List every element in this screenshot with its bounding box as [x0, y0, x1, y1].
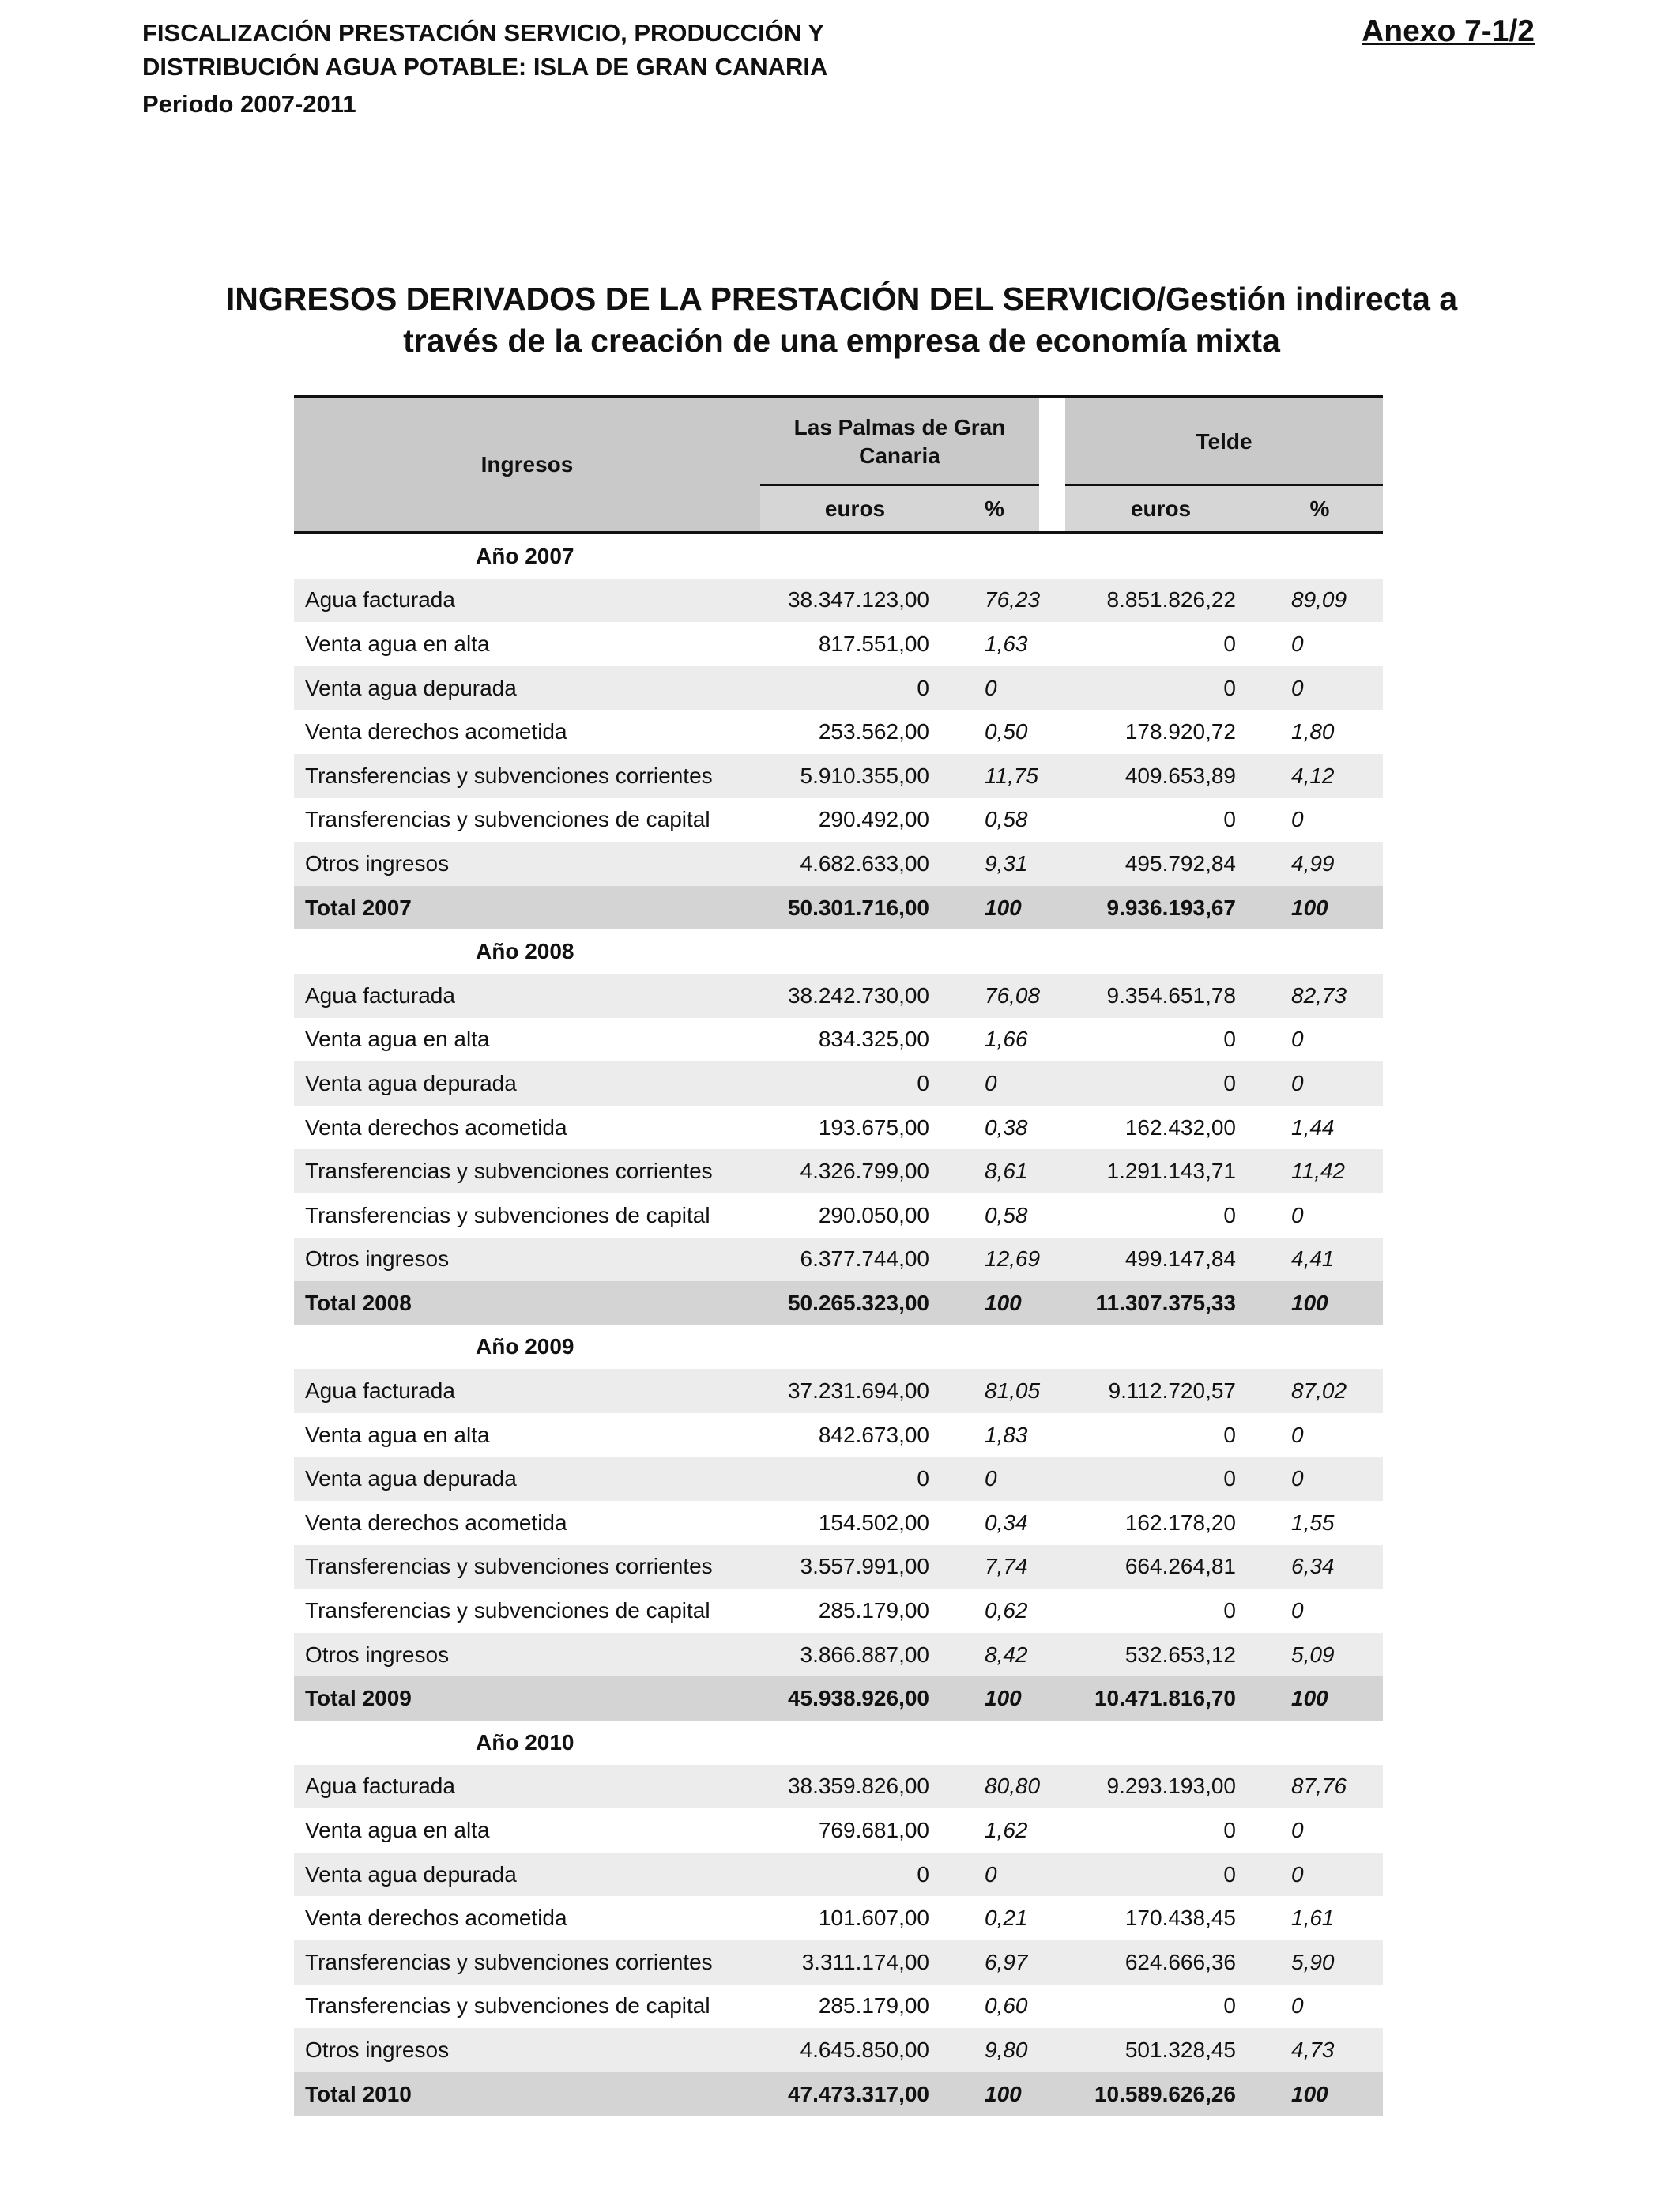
- row-label: Venta derechos acometida: [305, 719, 567, 745]
- report-period: Periodo 2007-2011: [142, 90, 356, 118]
- lp-pct-cell: 9,31: [950, 842, 1039, 886]
- lp-pct-cell: 0,60: [985, 1993, 1028, 2019]
- lp-pct-cell: 9,80: [950, 2028, 1039, 2072]
- lp-euros-cell: 154.502,00: [818, 1510, 929, 1535]
- telde-pct-cell: 1,44: [1291, 1114, 1335, 1140]
- total-row: [294, 2072, 1383, 2117]
- telde-euros-cell: 0: [1223, 1818, 1236, 1843]
- year-label: Año 2009: [476, 1334, 574, 1359]
- year-row: [294, 533, 1383, 579]
- telde-euros-cell: 0: [1065, 1457, 1256, 1501]
- page-title: [111, 278, 1573, 362]
- telde-euros-cell: 0: [1065, 1853, 1256, 1897]
- telde-euros-cell: 11.307.375,33: [1065, 1281, 1256, 1325]
- lp-euros-cell: 3.866.887,00: [760, 1633, 950, 1677]
- table-row: [294, 754, 1383, 798]
- telde-euros-cell: 9.936.193,67: [1065, 886, 1256, 930]
- header-las-palmas: Las Palmas de Gran Canaria: [760, 397, 1039, 485]
- lp-euros-cell: 3.311.174,00: [760, 1940, 950, 1985]
- row-label: Otros ingresos: [294, 842, 760, 886]
- lp-pct-cell: 1,63: [985, 631, 1028, 656]
- total-row: [294, 886, 1383, 930]
- row-label: Venta agua depurada: [294, 1853, 760, 1897]
- telde-pct-cell: 4,41: [1256, 1238, 1383, 1282]
- lp-euros-cell: 38.347.123,00: [760, 579, 950, 623]
- gap-cell: [1039, 1018, 1065, 1062]
- telde-euros-cell: 8.851.826,22: [1065, 579, 1256, 623]
- table-row: [294, 1896, 1383, 1940]
- total-row: [294, 1281, 1383, 1325]
- gap-cell: [1039, 1676, 1065, 1721]
- lp-pct-cell: 1,66: [985, 1027, 1028, 1052]
- gap-cell: [1039, 1106, 1065, 1150]
- row-label: Venta agua en alta: [305, 1818, 490, 1843]
- telde-euros-cell: 0: [1223, 807, 1236, 832]
- lp-pct-cell: 0: [950, 1457, 1039, 1501]
- row-label: Venta derechos acometida: [305, 1906, 567, 1931]
- lp-euros-cell: 38.359.826,00: [760, 1765, 950, 1809]
- lp-euros-cell: 817.551,00: [818, 631, 929, 656]
- lp-pct-cell: 0: [950, 1853, 1039, 1897]
- telde-euros-cell: 532.653,12: [1065, 1633, 1256, 1677]
- table-row: [294, 842, 1383, 886]
- row-label: Venta agua en alta: [305, 1027, 490, 1052]
- lp-euros-cell: 769.681,00: [818, 1818, 929, 1843]
- telde-euros-cell: 162.178,20: [1124, 1510, 1236, 1535]
- income-table: [294, 395, 1383, 2116]
- lp-pct-cell: 80,80: [950, 1765, 1039, 1809]
- gap-cell: [1039, 1589, 1065, 1633]
- lp-euros-cell: 0: [760, 666, 950, 711]
- gap-cell: [1039, 1149, 1065, 1193]
- total-row: [294, 1676, 1383, 1721]
- table-row: [294, 1808, 1383, 1853]
- row-label: Venta agua depurada: [294, 666, 760, 711]
- lp-euros-cell: 285.179,00: [818, 1598, 929, 1623]
- lp-euros-cell: 4.645.850,00: [760, 2028, 950, 2072]
- report-header-line2: DISTRIBUCIÓN AGUA POTABLE: ISLA DE GRAN CANARIA: [142, 53, 828, 81]
- telde-euros-cell: 0: [1223, 1422, 1236, 1447]
- telde-euros-cell: 162.432,00: [1124, 1114, 1236, 1140]
- lp-euros-cell: 5.910.355,00: [760, 754, 950, 798]
- lp-pct-cell: 0,34: [985, 1510, 1028, 1535]
- telde-euros-cell: 624.666,36: [1065, 1940, 1256, 1985]
- lp-pct-cell: 6,97: [950, 1940, 1039, 1985]
- lp-euros-cell: 0: [760, 1457, 950, 1501]
- telde-euros-cell: 0: [1223, 1202, 1236, 1227]
- telde-euros-cell: 495.792,84: [1065, 842, 1256, 886]
- lp-pct-cell: 1,62: [985, 1818, 1028, 1843]
- table-row: [294, 1940, 1383, 1985]
- table-row: [294, 1238, 1383, 1282]
- header-ingresos: Ingresos: [294, 397, 760, 533]
- telde-euros-cell: 409.653,89: [1065, 754, 1256, 798]
- year-row: [294, 929, 1383, 974]
- telde-pct-cell: 0: [1256, 1061, 1383, 1106]
- lp-pct-cell: 8,61: [950, 1149, 1039, 1193]
- row-label: Venta agua en alta: [305, 1422, 490, 1447]
- row-label: Total 2009: [294, 1676, 760, 1721]
- telde-euros-cell: 9.112.720,57: [1065, 1369, 1256, 1413]
- gap-cell: [1039, 798, 1065, 843]
- row-label: Venta derechos acometida: [305, 1114, 567, 1140]
- telde-euros-cell: 1.291.143,71: [1065, 1149, 1256, 1193]
- table-row: [294, 1853, 1383, 1897]
- telde-euros-cell: 178.920,72: [1124, 719, 1236, 745]
- telde-euros-cell: 10.589.626,26: [1065, 2072, 1256, 2117]
- lp-euros-cell: 290.050,00: [818, 1202, 929, 1227]
- telde-euros-cell: 170.438,45: [1124, 1906, 1236, 1931]
- lp-pct-cell: 0,38: [985, 1114, 1028, 1140]
- header-telde-pct: %: [1256, 485, 1383, 533]
- telde-pct-cell: 4,99: [1256, 842, 1383, 886]
- header-telde: Telde: [1065, 397, 1383, 485]
- lp-pct-cell: 1,83: [985, 1422, 1028, 1447]
- gap-cell: [1039, 1940, 1065, 1985]
- telde-pct-cell: 100: [1256, 1281, 1383, 1325]
- gap-cell: [1039, 2028, 1065, 2072]
- gap-cell: [1039, 1457, 1065, 1501]
- report-header-line1: FISCALIZACIÓN PRESTACIÓN SERVICIO, PRODUCCIÓN Y: [142, 19, 824, 47]
- lp-euros-cell: 290.492,00: [818, 807, 929, 832]
- gap-cell: [1039, 886, 1065, 930]
- gap-cell: [1039, 1369, 1065, 1413]
- lp-pct-cell: 100: [950, 886, 1039, 930]
- lp-euros-cell: 47.473.317,00: [760, 2072, 950, 2117]
- table-row: [294, 1501, 1383, 1545]
- telde-euros-cell: 9.293.193,00: [1065, 1765, 1256, 1809]
- row-label: Transferencias y subvenciones de capital: [305, 1993, 710, 2019]
- table-row: [294, 974, 1383, 1018]
- gap-cell: [1039, 1238, 1065, 1282]
- telde-pct-cell: 1,61: [1291, 1906, 1335, 1931]
- telde-euros-cell: 0: [1223, 631, 1236, 656]
- lp-pct-cell: 11,75: [950, 754, 1039, 798]
- row-label: Transferencias y subvenciones de capital: [305, 1598, 710, 1623]
- table-body: [294, 533, 1383, 2116]
- lp-euros-cell: 834.325,00: [818, 1027, 929, 1052]
- gap-cell: [1039, 1413, 1065, 1457]
- page-title-line1: INGRESOS DERIVADOS DE LA PRESTACIÓN DEL SERVICIO/Gestión indirecta a: [225, 281, 1458, 317]
- telde-pct-cell: 0: [1291, 1202, 1304, 1227]
- lp-pct-cell: 0,58: [985, 1202, 1028, 1227]
- telde-euros-cell: 9.354.651,78: [1065, 974, 1256, 1018]
- lp-pct-cell: 0,21: [985, 1906, 1028, 1931]
- row-label: Transferencias y subvenciones corrientes: [294, 1149, 760, 1193]
- lp-pct-cell: 12,69: [950, 1238, 1039, 1282]
- table-row: [294, 1149, 1383, 1193]
- row-label: Otros ingresos: [294, 1238, 760, 1282]
- table-row: [294, 1633, 1383, 1677]
- gap-cell: [1039, 710, 1065, 754]
- lp-euros-cell: 0: [760, 1061, 950, 1106]
- year-row: [294, 1721, 1383, 1765]
- table-row: [294, 622, 1383, 666]
- gap-cell: [1039, 1853, 1065, 1897]
- header-gap: [1039, 397, 1065, 533]
- telde-euros-cell: 0: [1223, 1598, 1236, 1623]
- lp-pct-cell: 76,08: [950, 974, 1039, 1018]
- telde-pct-cell: 1,55: [1291, 1510, 1335, 1535]
- gap-cell: [1039, 1545, 1065, 1589]
- lp-pct-cell: 76,23: [950, 579, 1039, 623]
- telde-pct-cell: 87,02: [1256, 1369, 1383, 1413]
- table-row: [294, 1106, 1383, 1150]
- report-header: [142, 16, 827, 121]
- table-header: [294, 397, 1383, 533]
- lp-pct-cell: 100: [950, 1281, 1039, 1325]
- lp-pct-cell: 0: [950, 666, 1039, 711]
- gap-cell: [1039, 2072, 1065, 2117]
- gap-cell: [1039, 842, 1065, 886]
- table-row: [294, 710, 1383, 754]
- telde-euros-cell: 10.471.816,70: [1065, 1676, 1256, 1721]
- table-row: [294, 1061, 1383, 1106]
- lp-euros-cell: 38.242.730,00: [760, 974, 950, 1018]
- table-row: [294, 1985, 1383, 2029]
- row-label: Transferencias y subvenciones de capital: [305, 807, 710, 832]
- table-row: [294, 1457, 1383, 1501]
- lp-euros-cell: 6.377.744,00: [760, 1238, 950, 1282]
- gap-cell: [1039, 1281, 1065, 1325]
- row-label: Total 2007: [294, 886, 760, 930]
- lp-pct-cell: 8,42: [950, 1633, 1039, 1677]
- telde-pct-cell: 0: [1291, 1598, 1304, 1623]
- annex-label: Anexo 7-1/2: [1362, 14, 1535, 48]
- table-row: [294, 1765, 1383, 1809]
- table-row: [294, 666, 1383, 711]
- table-row: [294, 1589, 1383, 1633]
- telde-pct-cell: 5,90: [1256, 1940, 1383, 1985]
- lp-pct-cell: 100: [950, 2072, 1039, 2117]
- telde-pct-cell: 0: [1291, 631, 1304, 656]
- telde-pct-cell: 0: [1256, 1457, 1383, 1501]
- table-row: [294, 1018, 1383, 1062]
- row-label: Otros ingresos: [294, 2028, 760, 2072]
- gap-cell: [1039, 1061, 1065, 1106]
- telde-pct-cell: 6,34: [1256, 1545, 1383, 1589]
- gap-cell: [1039, 1501, 1065, 1545]
- telde-pct-cell: 82,73: [1256, 974, 1383, 1018]
- gap-cell: [1039, 754, 1065, 798]
- lp-euros-cell: 0: [760, 1853, 950, 1897]
- row-label: Venta derechos acometida: [305, 1510, 567, 1535]
- lp-euros-cell: 3.557.991,00: [760, 1545, 950, 1589]
- table-row: [294, 1545, 1383, 1589]
- header-lp-euros: euros: [760, 485, 950, 533]
- lp-pct-cell: 100: [950, 1676, 1039, 1721]
- lp-euros-cell: 50.301.716,00: [760, 886, 950, 930]
- table-row: [294, 1193, 1383, 1238]
- lp-pct-cell: 0,62: [985, 1598, 1028, 1623]
- table-row: [294, 1413, 1383, 1457]
- telde-pct-cell: 0: [1291, 1027, 1304, 1052]
- year-label: Año 2010: [476, 1729, 574, 1755]
- telde-euros-cell: 0: [1065, 1061, 1256, 1106]
- lp-euros-cell: 193.675,00: [818, 1114, 929, 1140]
- telde-pct-cell: 0: [1256, 666, 1383, 711]
- lp-euros-cell: 4.326.799,00: [760, 1149, 950, 1193]
- page-title-line2: través de la creación de una empresa de economía mixta: [403, 322, 1280, 359]
- telde-pct-cell: 0: [1291, 1993, 1304, 2019]
- gap-cell: [1039, 974, 1065, 1018]
- gap-cell: [1039, 622, 1065, 666]
- lp-euros-cell: 253.562,00: [818, 719, 929, 745]
- gap-cell: [1039, 1633, 1065, 1677]
- telde-pct-cell: 0: [1291, 807, 1304, 832]
- telde-pct-cell: 11,42: [1256, 1149, 1383, 1193]
- telde-euros-cell: 501.328,45: [1065, 2028, 1256, 2072]
- row-label: Agua facturada: [294, 579, 760, 623]
- gap-cell: [1039, 1985, 1065, 2029]
- lp-euros-cell: 50.265.323,00: [760, 1281, 950, 1325]
- telde-pct-cell: 4,12: [1256, 754, 1383, 798]
- row-label: Total 2010: [294, 2072, 760, 2117]
- row-label: Agua facturada: [294, 974, 760, 1018]
- telde-pct-cell: 0: [1291, 1422, 1304, 1447]
- table-row: [294, 1369, 1383, 1413]
- lp-euros-cell: 101.607,00: [818, 1906, 929, 1931]
- year-label: Año 2008: [476, 939, 574, 964]
- table-row: [294, 2028, 1383, 2072]
- gap-cell: [1039, 1765, 1065, 1809]
- telde-pct-cell: 100: [1256, 1676, 1383, 1721]
- row-label: Transferencias y subvenciones de capital: [305, 1202, 710, 1227]
- telde-pct-cell: 89,09: [1256, 579, 1383, 623]
- lp-pct-cell: 7,74: [950, 1545, 1039, 1589]
- row-label: Venta agua depurada: [294, 1457, 760, 1501]
- row-label: Total 2008: [294, 1281, 760, 1325]
- lp-euros-cell: 4.682.633,00: [760, 842, 950, 886]
- telde-pct-cell: 5,09: [1256, 1633, 1383, 1677]
- lp-pct-cell: 0: [950, 1061, 1039, 1106]
- lp-euros-cell: 842.673,00: [818, 1422, 929, 1447]
- table-row: [294, 798, 1383, 843]
- row-label: Agua facturada: [294, 1369, 760, 1413]
- row-label: Venta agua depurada: [294, 1061, 760, 1106]
- gap-cell: [1039, 579, 1065, 623]
- header-telde-euros: euros: [1065, 485, 1256, 533]
- gap-cell: [1039, 1193, 1065, 1238]
- telde-pct-cell: 1,80: [1291, 719, 1335, 745]
- lp-euros-cell: 285.179,00: [818, 1993, 929, 2019]
- year-label: Año 2007: [476, 543, 574, 568]
- lp-euros-cell: 45.938.926,00: [760, 1676, 950, 1721]
- telde-euros-cell: 499.147,84: [1065, 1238, 1256, 1282]
- telde-euros-cell: 664.264,81: [1065, 1545, 1256, 1589]
- lp-pct-cell: 0,58: [985, 807, 1028, 832]
- lp-pct-cell: 0,50: [985, 719, 1028, 745]
- telde-euros-cell: 0: [1223, 1993, 1236, 2019]
- telde-pct-cell: 0: [1256, 1853, 1383, 1897]
- row-label: Venta agua en alta: [305, 631, 490, 656]
- telde-pct-cell: 0: [1291, 1818, 1304, 1843]
- gap-cell: [1039, 1808, 1065, 1853]
- row-label: Agua facturada: [294, 1765, 760, 1809]
- telde-pct-cell: 87,76: [1256, 1765, 1383, 1809]
- year-row: [294, 1325, 1383, 1370]
- telde-pct-cell: 100: [1256, 2072, 1383, 2117]
- row-label: Transferencias y subvenciones corrientes: [294, 754, 760, 798]
- telde-pct-cell: 100: [1256, 886, 1383, 930]
- gap-cell: [1039, 666, 1065, 711]
- row-label: Transferencias y subvenciones corrientes: [294, 1545, 760, 1589]
- lp-pct-cell: 81,05: [950, 1369, 1039, 1413]
- row-label: Otros ingresos: [294, 1633, 760, 1677]
- telde-euros-cell: 0: [1065, 666, 1256, 711]
- row-label: Transferencias y subvenciones corrientes: [294, 1940, 760, 1985]
- telde-pct-cell: 4,73: [1256, 2028, 1383, 2072]
- gap-cell: [1039, 1896, 1065, 1940]
- header-lp-pct: %: [950, 485, 1039, 533]
- table-row: [294, 579, 1383, 623]
- telde-euros-cell: 0: [1223, 1027, 1236, 1052]
- lp-euros-cell: 37.231.694,00: [760, 1369, 950, 1413]
